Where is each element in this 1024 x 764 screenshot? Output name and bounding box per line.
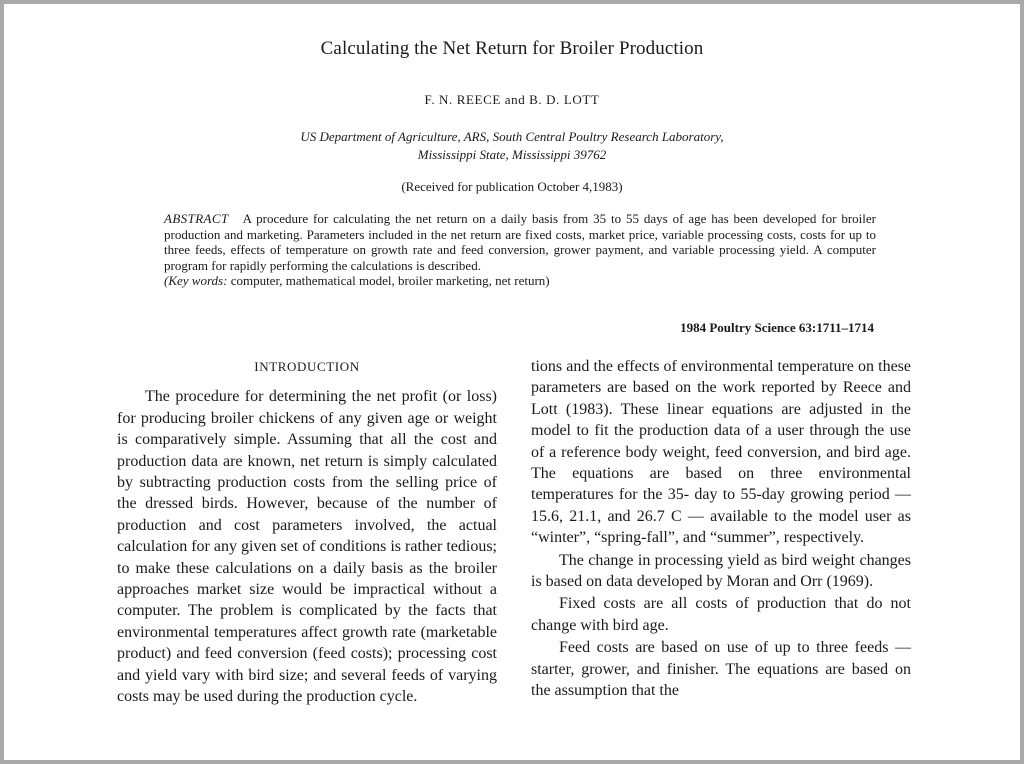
section-heading: INTRODUCTION bbox=[254, 359, 360, 374]
left-column bbox=[117, 356, 497, 708]
affiliation bbox=[4, 128, 1020, 164]
body-paragraph: Feed costs are based on use of up to three feeds — starter, grower, and finisher. The equations are based on the assumption that the bbox=[531, 639, 911, 700]
paper-authors: F. N. REECE and B. D. LOTT bbox=[424, 92, 600, 107]
abstract-label: ABSTRACT bbox=[164, 211, 229, 226]
keywords-label: (Key words: bbox=[164, 273, 228, 289]
abstract bbox=[164, 211, 876, 289]
body-paragraph: The procedure for determining the net profit (or loss) for producing broiler chickens of any given age or weight is comparatively simple. Assuming that all the cost and production data are known, net return is simply calculated by subtracting production costs from the selling price of the dressed birds. However, because of the number of production and cost parameters involved, the actual calculation for any given set of conditions is rather tedious; to make these calculations on a daily basis as the broiler approaches market size would be impractical without a computer. The problem is complicated by the facts that environmental temperatures affect growth rate (marketable product) and feed conversion (feed costs); processing cost and yield vary with bird size; and several feeds of varying costs may be used during the production cycle. bbox=[117, 388, 497, 706]
body-paragraph: tions and the effects of environmental temperature on these parameters are based on the work reported by Reece and Lott (1983). These linear equations are adjusted in the model to fit the production data of a user through the use of a reference body weight, feed conversion, and bird age. The equations are based on three environmental temperatures for the 35- day to 55-day growing period — 15.6, 21.1, and 26.7 C — available to the model user as “winter”, “spring-fall”, and “summer”, respectively. bbox=[531, 358, 911, 547]
body-paragraph: The change in processing yield as bird weight changes is based on data developed by Moran and Orr (1969). bbox=[531, 551, 911, 591]
right-column bbox=[531, 356, 911, 702]
affiliation-line-1: US Department of Agriculture, ARS, South Central Poultry Research Laboratory, bbox=[300, 129, 724, 144]
journal-citation: 1984 Poultry Science 63:1711–1714 bbox=[680, 320, 874, 335]
received-date: (Received for publication October 4,1983) bbox=[401, 179, 623, 194]
paper-title: Calculating the Net Return for Broiler Production bbox=[320, 38, 704, 59]
abstract-text: A procedure for calculating the net return on a daily basis from 35 to 55 days of age has been developed for broiler production and marketing. Parameters included in the net return are fixed costs, market price, variable processing costs, costs for up to three feeds, effects of temperature on growth rate and feed conversion, grower payment, and variable processing yield. A computer program for rapidly performing the calculations is described. bbox=[164, 211, 876, 273]
affiliation-line-2: Mississippi State, Mississippi 39762 bbox=[417, 147, 607, 162]
body-paragraph: Fixed costs are all costs of production that do not change with bird age. bbox=[531, 595, 911, 634]
keywords-text: computer, mathematical model, broiler marketing, net return) bbox=[230, 273, 550, 289]
